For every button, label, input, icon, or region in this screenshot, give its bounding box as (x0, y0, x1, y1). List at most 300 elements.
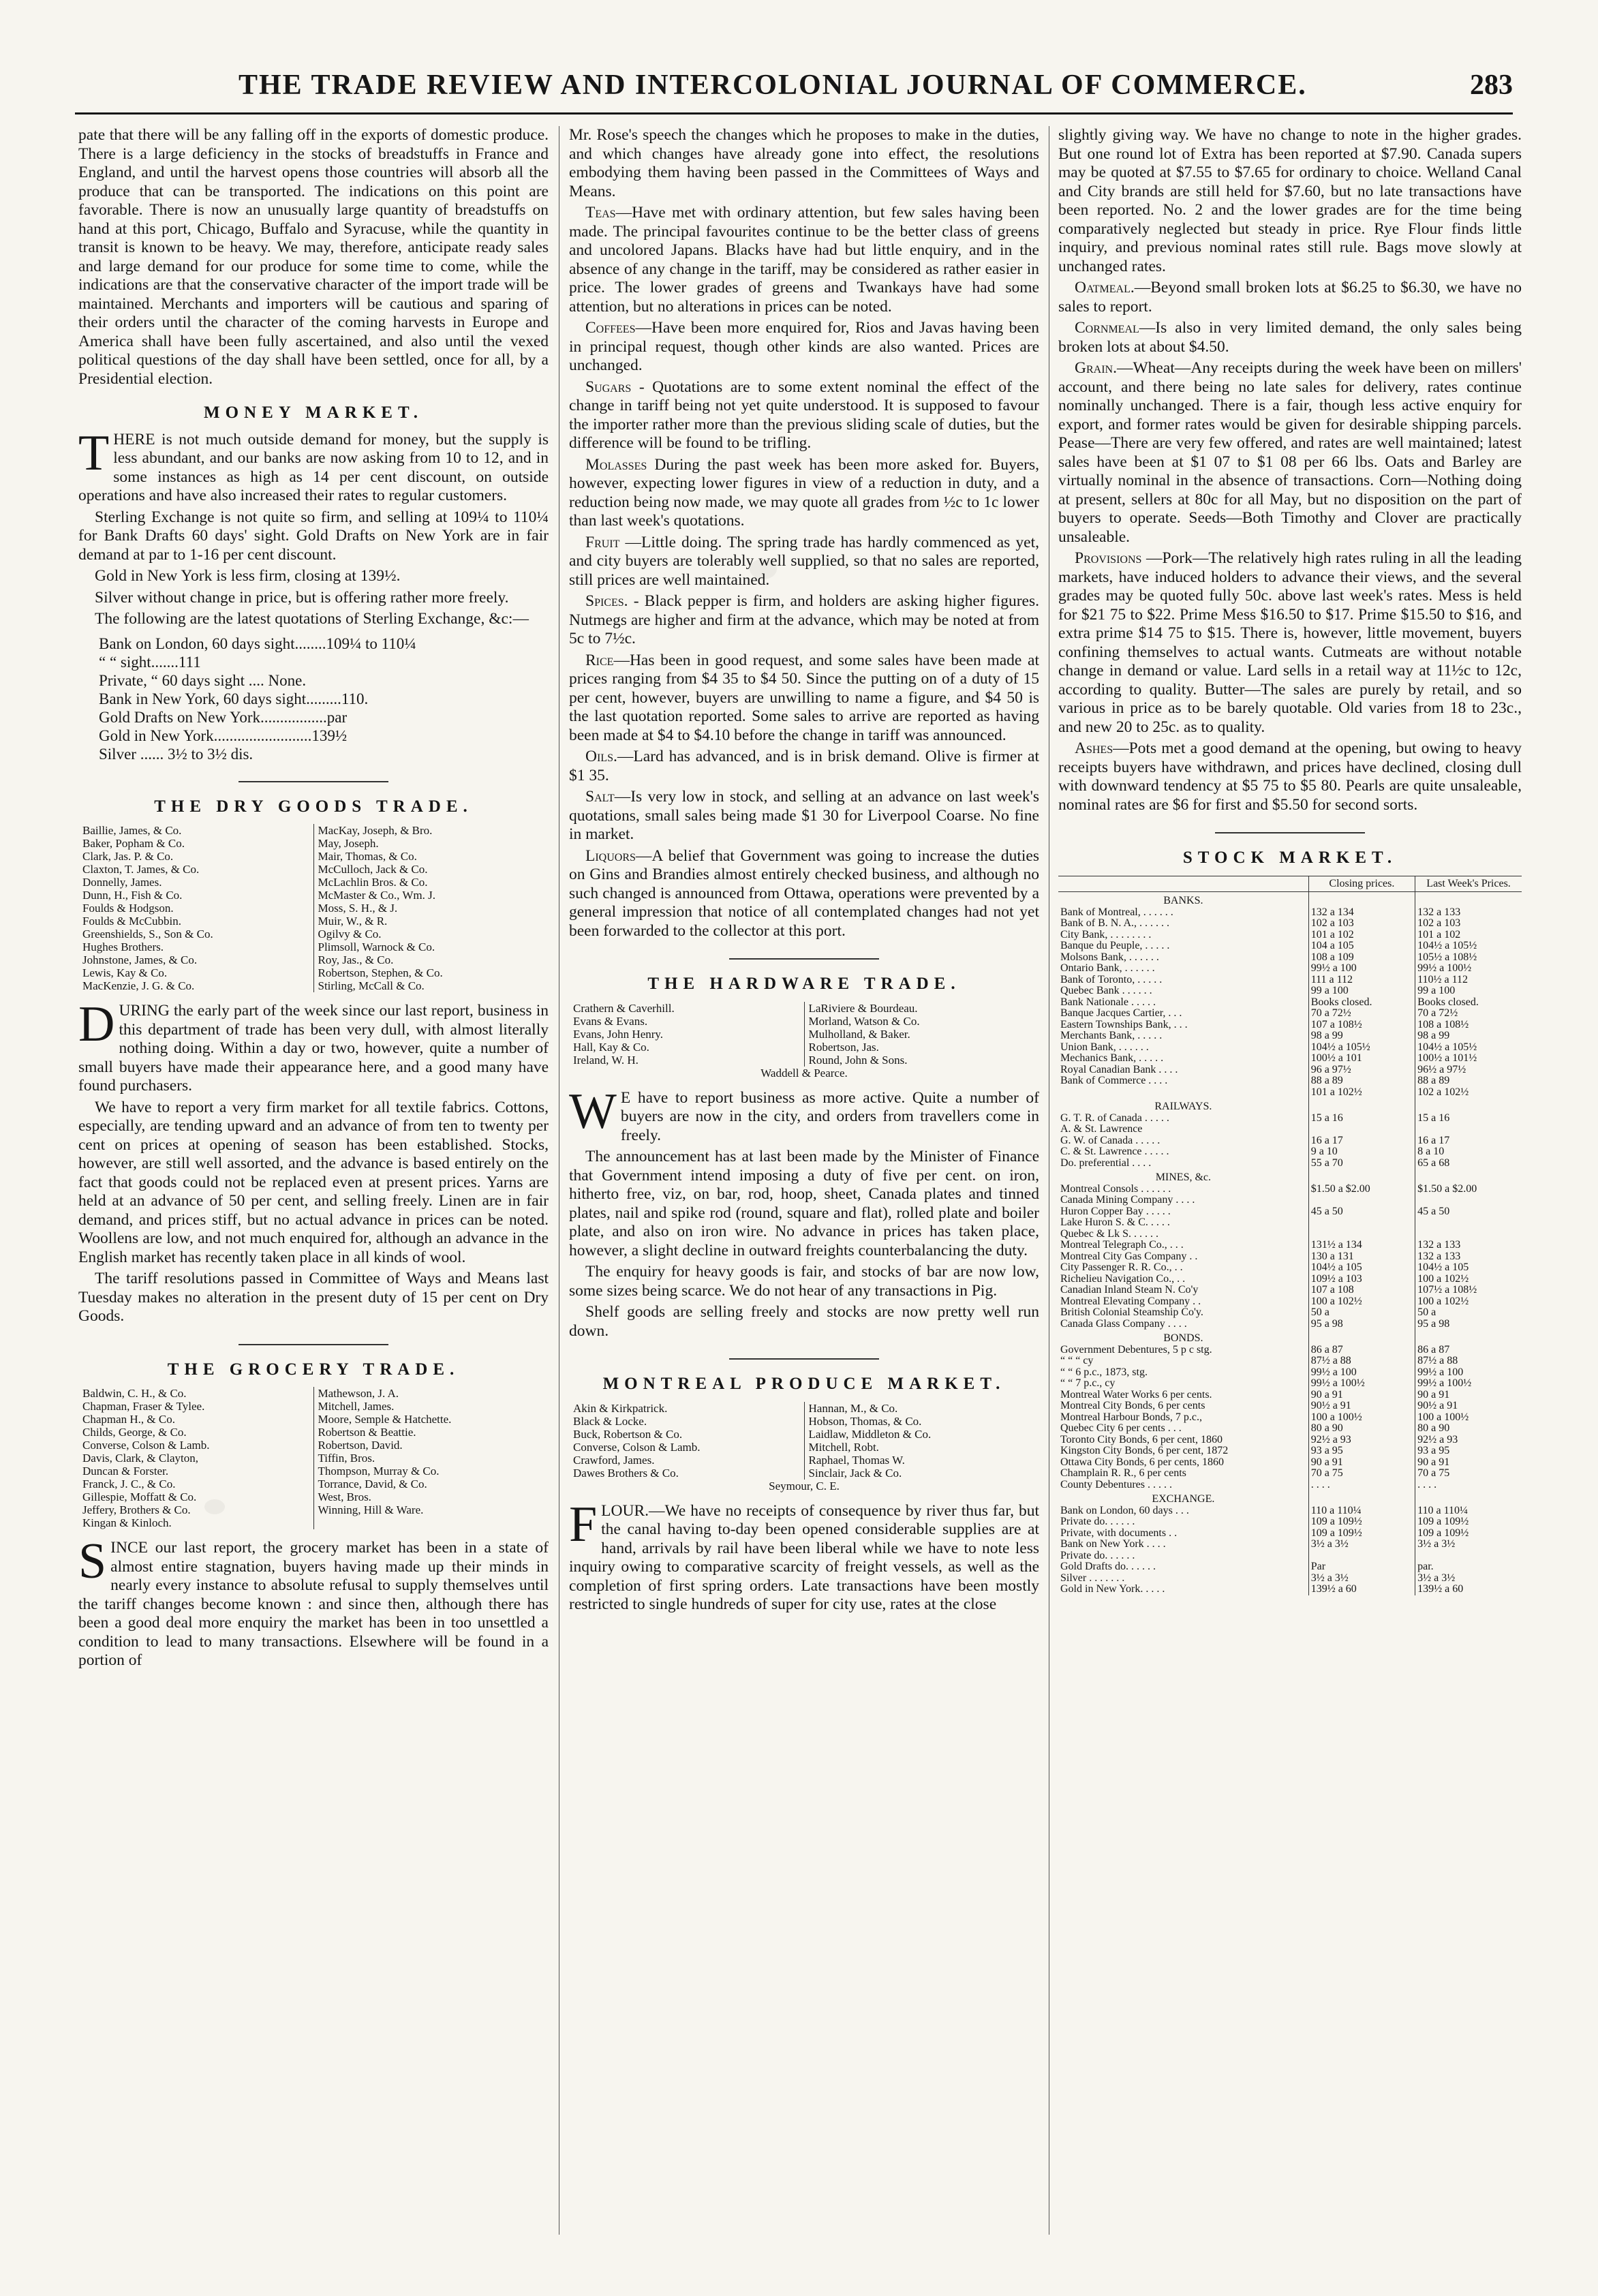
closing-price-cell (1308, 1550, 1415, 1562)
last-week-price-cell (1415, 1550, 1522, 1562)
firm-name: Crawford, James. (573, 1453, 655, 1467)
firm-name: Robertson, Stephen, & Co. (318, 966, 443, 979)
firm-name: McCulloch, Jack & Co. (318, 863, 428, 876)
commodity-paragraph (569, 847, 1039, 941)
last-week-price-cell: 109 a 109½ (1415, 1516, 1522, 1528)
table-row (1058, 952, 1522, 964)
stock-name-cell: Bank of Montreal, . . . . . . (1060, 906, 1173, 918)
closing-price-cell: 98 a 99 (1308, 1030, 1415, 1042)
table-row (1058, 1296, 1522, 1308)
dry-goods-paragraph: DURING the early part of the week since our last report, business in this department of trade has been very dull, with almost literally nothing doing. Within a day or two, however, quite a number of small buyers have made their appearance here, and a good many have found purchasers. (78, 996, 549, 1095)
table-row (1058, 1251, 1522, 1263)
closing-price-cell: 104½ a 105 (1308, 1262, 1415, 1274)
drop-cap: S (78, 1533, 107, 1589)
section-rule (239, 781, 388, 782)
drop-cap: D (78, 996, 115, 1052)
commodity-paragraph (569, 534, 1039, 590)
stock-name-cell: Silver . . . . . . . (1060, 1572, 1125, 1584)
stock-name-cell: Bank of Toronto, . . . . . (1060, 973, 1163, 985)
firm-name: Crathern & Caverhill. (573, 1001, 675, 1015)
table-row (1058, 1480, 1522, 1491)
stock-cell (1415, 1098, 1522, 1113)
commodity-text: —Pork—The relatively high rates ruling in all the leading markets, have induced holders to advance their views, and the several grades may be quoted fully 50c. above last week's rates. Mess is held for $21 75 to $22. Prime Mess $16.50 to $17. Prime $15.50 to $16, and extra prime $14 75 to $15. There is, however, little movement, buyers confining themselves to actual wants. Cutmeats are without notable change in demand or value. Lard sells in a retail way at 11½c to 12c, according to quality. Butter—The sales are purely by retail, and so various in price as to be barely quotable. Old varies from 18 to 23c., and new 20 to 25c. as to quality. (1058, 549, 1522, 736)
last-week-price-cell: 100 a 102½ (1415, 1274, 1522, 1285)
last-week-price-cell: 99½ a 100½ (1415, 963, 1522, 975)
table-row (1058, 1124, 1522, 1135)
table-row (1058, 1378, 1522, 1390)
last-week-price-cell: 109 a 109½ (1415, 1528, 1522, 1540)
closing-price-cell: 99½ a 100 (1308, 1367, 1415, 1379)
stock-cell (1415, 1169, 1522, 1184)
grocery-commodity-list (569, 204, 1039, 940)
hardware-paragraph: The announcement has at last been made by the Minister of Finance that Government intend imposing a duty of five per cent. on iron, hitherto free, viz, on bar, rod, hoop, sheet, Canada plates and tinned plates, nail and spike rod (round, square and flat), rolled plate and boiler plate, and also on iron wire. No advance in prices has taken place, however, a slight decline in outward freights counterbalancing the duty. (569, 1148, 1039, 1259)
stock-name-cell: Montreal Harbour Bonds, 7 p.c., (1060, 1411, 1202, 1423)
commodity-label: Oils (585, 748, 613, 765)
closing-price-cell: 107 a 108½ (1308, 1020, 1415, 1031)
firm-name: Gillespie, Moffatt & Co. (82, 1490, 197, 1503)
stock-name-cell: City Bank, . . . . . . . . (1060, 928, 1152, 940)
last-week-price-cell: 99½ a 100 (1415, 1367, 1522, 1379)
closing-price-cell (1308, 1229, 1415, 1240)
commodity-text: —Have met with ordinary attention, but few sales having been made. The principal favourites continue to be the better class of greens and uncolored Japans. Blacks have had but little enquiry, and in the absence of any change in the tariff, may be considered as rather easier in price. The lower grades of greens and Twankays have had some attention, but no alterations in prices can be noted. (569, 204, 1039, 316)
commodity-paragraph (569, 788, 1039, 844)
last-week-price-cell: 101 a 102 (1415, 930, 1522, 941)
stock-name-cell (1058, 1087, 1308, 1099)
firm-name: Morland, Watson & Co. (808, 1014, 920, 1028)
table-row (1058, 1262, 1522, 1274)
closing-price-cell: $1.50 a $2.00 (1308, 1184, 1415, 1195)
firm-name: McLachlin Bros. & Co. (318, 876, 428, 889)
stock-name-cell: Richelieu Navigation Co., . . (1060, 1272, 1186, 1285)
closing-price-cell: 45 a 50 (1308, 1206, 1415, 1218)
last-week-price-cell: 99½ a 100½ (1415, 1378, 1522, 1390)
stock-cell (1308, 1330, 1415, 1345)
quotation-line: Bank in New York, 60 days sight.........110. (99, 690, 369, 707)
column-2 (569, 126, 1039, 2235)
commodity-paragraph (569, 456, 1039, 531)
firm-name: Franck, J. C., & Co. (82, 1478, 176, 1490)
closing-price-cell: 100½ a 101 (1308, 1053, 1415, 1065)
stock-name-cell: Private, with documents . . (1060, 1527, 1178, 1539)
closing-price-cell: 102 a 103 (1308, 918, 1415, 930)
stock-cell (1308, 1169, 1415, 1184)
table-row (1058, 1319, 1522, 1330)
firm-name: Evans, John Henry. (573, 1027, 664, 1041)
last-week-price-cell: 100½ a 101½ (1415, 1053, 1522, 1065)
table-row (1058, 1229, 1522, 1240)
firm-name: Hall, Kay & Co. (573, 1040, 649, 1054)
last-week-price-cell: 100 a 100½ (1415, 1412, 1522, 1424)
stock-name-cell: Canadian Inland Steam N. Co'y (1060, 1284, 1199, 1296)
closing-price-cell: 87½ a 88 (1308, 1356, 1415, 1367)
commodity-paragraph (1058, 279, 1522, 316)
page-number: 283 (1470, 70, 1513, 101)
closing-price-cell: 131½ a 134 (1308, 1240, 1415, 1251)
last-week-price-cell: 87½ a 88 (1415, 1356, 1522, 1367)
quotation-line: Private, “ 60 days sight .... None. (99, 671, 307, 689)
firm-name: Robertson, Jas. (808, 1040, 879, 1054)
closing-price-cell: 9 a 10 (1308, 1146, 1415, 1158)
hardware-paragraph: W E have to report business as more active. Quite a number of buyers are now in the city, and orders from travellers come in freely. (569, 1083, 1039, 1144)
stock-name-cell: Montreal City Gas Company . . (1060, 1250, 1198, 1262)
commodity-text: —Pots met a good demand at the opening, but owing to heavy receipts buyers have withdrawn, and prices have declined, closing dull with downward tendency at $5 75 to $5 80. Pearls are quite unsaleable, nominal rates are $6 for first and $5.50 for second sorts. (1058, 739, 1522, 814)
grocery-firm-list (78, 1387, 549, 1529)
section-rule (729, 958, 879, 960)
stock-name-cell: Union Bank, . . . . . . (1060, 1041, 1149, 1053)
last-week-price-cell: 104½ a 105 (1415, 1262, 1522, 1274)
commodity-paragraph (569, 319, 1039, 376)
stock-name-cell: Bank Nationale . . . . . (1060, 996, 1156, 1008)
last-week-price-cell: 92½ a 93 (1415, 1435, 1522, 1446)
table-row (1058, 1285, 1522, 1296)
stock-name-cell: Montreal City Bonds, 6 per cents (1060, 1400, 1205, 1411)
dry-goods-firm-list (78, 824, 549, 992)
stock-group-row (1058, 1330, 1522, 1345)
commodity-label: Coffees (585, 319, 636, 337)
last-week-price-cell: 102 a 103 (1415, 918, 1522, 930)
commodity-paragraph (1058, 319, 1522, 356)
commodity-label: Spices (585, 592, 624, 610)
commodity-label: Salt (585, 788, 615, 806)
stock-group-label: BONDS. (1163, 1332, 1203, 1344)
closing-price-cell: 3½ a 3½ (1308, 1573, 1415, 1585)
firm-name: Kingan & Kinloch. (82, 1516, 172, 1529)
commodity-label: Oatmeal (1075, 279, 1131, 296)
commodity-text: - Quotations are to some extent nominal the effect of the change in tariff being not yet quite understood. It is supposed to favour the importer rather more than the previous sliding scale of duties, but the difference will be found to be trifling. (569, 378, 1039, 452)
stock-group-label: MINES, &c. (1155, 1172, 1212, 1183)
firm-name: Donnelly, James. (82, 876, 162, 889)
paper-speck (204, 1499, 225, 1514)
stock-cell (1308, 1490, 1415, 1505)
stock-name-cell: Ontario Bank, . . . . . . (1060, 962, 1155, 974)
commodity-text: . - Black pepper is firm, and holders are asking higher figures. Nutmegs are higher and firm at the advance, which may be noted at from 5c to 7½c. (569, 592, 1039, 647)
closing-price-cell: 132 a 134 (1308, 907, 1415, 919)
firm-name: McMaster & Co., Wm. J. (318, 889, 436, 902)
stock-name-cell: Montreal Consols . . . . . . (1060, 1182, 1171, 1195)
table-row (1058, 1412, 1522, 1424)
closing-price-cell: 90 a 91 (1308, 1390, 1415, 1401)
produce-heading: MONTREAL PRODUCE MARKET. (602, 1375, 1006, 1393)
firm-name: Duncan & Forster. (82, 1465, 169, 1478)
last-week-price-cell: 102 a 102½ (1415, 1087, 1522, 1099)
closing-price-cell: 109 a 109½ (1308, 1528, 1415, 1540)
firm-name: Foulds & Hodgson. (82, 902, 174, 915)
firm-name: Converse, Colson & Lamb. (82, 1439, 210, 1452)
table-row (1058, 1030, 1522, 1042)
stock-name-cell: Bank of Commerce . . . . (1060, 1075, 1168, 1086)
table-row (1058, 1008, 1522, 1020)
stock-name-cell: Do. preferential . . . . (1060, 1157, 1152, 1169)
firm-name: Mulholland, & Baker. (808, 1027, 910, 1041)
section-rule (729, 1358, 879, 1360)
stock-market-heading: STOCK MARKET. (1182, 848, 1398, 867)
closing-price-cell: 55 a 70 (1308, 1158, 1415, 1169)
table-row (1058, 1042, 1522, 1054)
stock-name-cell: Kingston City Bonds, 6 per cent, 1872 (1060, 1445, 1229, 1456)
firm-name: Baldwin, C. H., & Co. (82, 1387, 187, 1400)
closing-price-cell: 110 a 110¼ (1308, 1505, 1415, 1517)
produce-commodity-list (1058, 279, 1522, 814)
firm-column (78, 1387, 313, 1529)
stock-name-cell: Lake Huron S. & C. . . . . (1060, 1216, 1170, 1228)
firm-name: Johnstone, James, & Co. (82, 953, 198, 966)
last-week-price-cell: 132 a 133 (1415, 907, 1522, 919)
table-row (1058, 1345, 1522, 1356)
paper-speck (750, 559, 777, 579)
last-week-price-cell: 80 a 90 (1415, 1423, 1522, 1435)
table-row (1058, 1146, 1522, 1158)
commodity-paragraph (569, 748, 1039, 785)
firm-column (78, 824, 313, 992)
firm-name: Black & Locke. (573, 1414, 647, 1428)
money-market-paragraph: Gold in New York is less firm, closing at 139½. (95, 567, 401, 585)
commodity-label: Cornmeal (1075, 319, 1139, 337)
commodity-text: During the past week has been more asked for. Buyers, however, expecting lower figures in view of a reduction in duty, and a reduction being now made, we may quote all grades from ½c to 1c lower than last week's quotations. (569, 455, 1039, 530)
stock-name-cell: Bank on New York . . . . (1060, 1538, 1166, 1550)
last-week-price-cell: 139½ a 60 (1415, 1584, 1522, 1595)
table-row (1058, 975, 1522, 986)
closing-price-cell: 93 a 95 (1308, 1445, 1415, 1457)
commodity-label: Liquors (585, 846, 636, 865)
money-market-paragraph: THERE is not much outside demand for money, but the supply is less abundant, and our banks are now asking from 10 to 12, and in some instances as high as 14 per cent discount, on outside operations and have also increased their rates to regular customers. (78, 425, 549, 504)
firm-name: Mitchell, James. (318, 1400, 395, 1413)
firm-name: Sinclair, Jack & Co. (808, 1466, 902, 1480)
last-week-price-cell: 110 a 110¼ (1415, 1505, 1522, 1517)
firm-name: Dunn, H., Fish & Co. (82, 889, 183, 902)
stock-group-row (1058, 1490, 1522, 1505)
last-week-price-cell: 95 a 98 (1415, 1319, 1522, 1330)
drop-cap: T (78, 425, 110, 481)
last-week-price-cell: 93 a 95 (1415, 1445, 1522, 1457)
commodity-paragraph (1058, 549, 1522, 737)
firm-column (569, 1002, 804, 1067)
table-row (1058, 1390, 1522, 1401)
quotation-line: Silver ...... 3½ to 3½ dis. (99, 745, 253, 763)
table-row (1058, 1400, 1522, 1412)
closing-price-cell: 80 a 90 (1308, 1423, 1415, 1435)
commodity-paragraph (569, 204, 1039, 316)
firm-name: Tiffin, Bros. (318, 1452, 375, 1465)
table-row (1058, 1195, 1522, 1206)
firm-name: Jeffery, Brothers & Co. (82, 1503, 191, 1516)
stock-name-cell: “ “ “ cy (1060, 1355, 1094, 1366)
last-week-price-cell: 50 a (1415, 1307, 1522, 1319)
last-week-price-cell: 8 a 10 (1415, 1146, 1522, 1158)
stock-group-row (1058, 1098, 1522, 1113)
stock-name-cell: Bank on London, 60 days . . . (1060, 1504, 1189, 1516)
section-rule (1215, 832, 1365, 833)
closing-price-cell: 70 a 72½ (1308, 1008, 1415, 1020)
closing-price-cell: 100 a 100½ (1308, 1412, 1415, 1424)
table-row (1058, 1206, 1522, 1218)
firm-name: Roy, Jas., & Co. (318, 953, 394, 966)
stock-name-cell: County Debentures . . . . . (1060, 1478, 1172, 1490)
firm-name: Dawes Brothers & Co. (573, 1466, 679, 1480)
last-week-price-cell: 132 a 133 (1415, 1240, 1522, 1251)
closing-price-cell: 96 a 97½ (1308, 1065, 1415, 1076)
closing-price-cell: 104½ a 105½ (1308, 1042, 1415, 1054)
firm-name: MacKay, Joseph, & Bro. (318, 824, 433, 837)
firm-name: Claxton, T. James, & Co. (82, 863, 200, 876)
commodity-text: —Is very low in stock, and selling at an advance on last week's quotations, small sales being made $1 30 for Liverpool Coarse. No fine in market. (569, 788, 1039, 843)
last-week-price-cell: 110½ a 112 (1415, 975, 1522, 986)
last-week-price-cell (1415, 1124, 1522, 1135)
commodity-label: Grain (1075, 359, 1113, 377)
commodity-text: —A belief that Government was going to increase the duties on Gins and Brandies almost entirely checked business, and although no such changed is announced from Ottawa, operations were prevented by a general impression that notice of all contemplated changes had not yet been forwarded to the collector at this port. (569, 846, 1039, 940)
last-week-price-cell: $1.50 a $2.00 (1415, 1184, 1522, 1195)
stock-name-cell: A. & St. Lawrence (1060, 1123, 1143, 1135)
last-week-price-cell: 132 a 133 (1415, 1251, 1522, 1263)
firm-name: Evans & Evans. (573, 1014, 648, 1028)
drop-cap: W (569, 1083, 617, 1139)
last-week-price-cell: 90½ a 91 (1415, 1400, 1522, 1412)
closing-price-cell: 111 a 112 (1308, 975, 1415, 986)
firm-name: MacKenzie, J. G. & Co. (82, 979, 195, 992)
closing-price-cell: Par (1308, 1561, 1415, 1573)
stock-name-cell: City Passenger R. R. Co., . . (1060, 1261, 1183, 1273)
closing-price-cell: 92½ a 93 (1308, 1435, 1415, 1446)
stock-group-row (1058, 892, 1522, 907)
dry-goods-paragraph: The tariff resolutions passed in Committee of Ways and Means last Tuesday makes no alteration in the present duty of 15 per cent on Dry Goods. (78, 1270, 549, 1325)
stock-name-cell: G. W. of Canada . . . . . (1060, 1134, 1161, 1146)
last-week-price-cell: 90 a 91 (1415, 1390, 1522, 1401)
table-row (1058, 1561, 1522, 1573)
firm-name: Ogilvy & Co. (318, 928, 382, 940)
firm-name: Ireland, W. H. (573, 1053, 639, 1067)
closing-price-cell: 88 a 89 (1308, 1075, 1415, 1087)
table-header-row (1058, 876, 1522, 892)
commodity-label: Ashes (1075, 739, 1113, 757)
firm-name: Winning, Hill & Ware. (318, 1503, 424, 1516)
table-row (1058, 1468, 1522, 1480)
stock-name-cell: Private do. . . . . . (1060, 1549, 1135, 1561)
commodity-label: Teas (585, 204, 616, 221)
closing-price-cell: 130 a 131 (1308, 1251, 1415, 1263)
commodity-text: —Has been in good request, and some sales have been made at prices ranging from $4 35 to $4 50. Since the putting on of a duty of 15 per cent, however, buyers are unwilling to name a figure, and $4 50 is the last quotation reported. Some sales to arrive are reported as having been made at $4 to $4.10 before the change in tariff was announced. (569, 651, 1039, 744)
last-week-price-cell: par. (1415, 1561, 1522, 1573)
table-row (1058, 1505, 1522, 1517)
last-week-price-cell: 70 a 75 (1415, 1468, 1522, 1480)
closing-price-cell: Books closed. (1308, 997, 1415, 1009)
table-row (1058, 1435, 1522, 1446)
commodity-label: Provisions (1075, 549, 1142, 567)
firm-name: Clark, Jas. P. & Co. (82, 850, 174, 863)
last-week-price-cell: . . . . (1415, 1480, 1522, 1491)
dry-goods-heading: THE DRY GOODS TRADE. (154, 797, 473, 816)
last-week-price-cell: 98 a 99 (1415, 1030, 1522, 1042)
firm-name: Seymour, C. E. (769, 1479, 840, 1493)
commodity-text: —Is also in very limited demand, the only sales being broken lots at about $4.50. (1058, 319, 1522, 356)
stock-name-cell: Huron Copper Bay . . . . . (1060, 1205, 1171, 1217)
stock-group-label: EXCHANGE. (1152, 1493, 1215, 1505)
quotation-line: Bank on London, 60 days sight........109¼ to 110¼ (99, 634, 416, 652)
closing-price-cell: 16 a 17 (1308, 1135, 1415, 1147)
stock-group-label: RAILWAYS. (1154, 1101, 1212, 1112)
stock-cell (1308, 892, 1415, 907)
stock-name-cell: Mechanics Bank, . . . . . (1060, 1052, 1164, 1064)
firm-name: Hobson, Thomas, & Co. (808, 1414, 922, 1428)
grocery-paragraph: SINCE our last report, the grocery market has been in a state of almost entire stagnation, buyers having made up their minds in nearly every instance to absolute refusal to supply themselves until the tariff changes become known : and since then, although there has been a good deal more enquiry the market has been in too unsettled a condition to lead to many transactions. Elsewhere will be found in a portion of (78, 1533, 549, 1669)
stock-name-cell: Montreal Elevating Company . . (1060, 1295, 1201, 1307)
stock-name-cell: Banque Jacques Cartier, . . . (1060, 1007, 1182, 1019)
stock-cell (1415, 1330, 1522, 1345)
closing-price-cell: 99½ a 100½ (1308, 1378, 1415, 1390)
table-row (1058, 1087, 1522, 1099)
firm-column (313, 1387, 549, 1529)
commodity-text: —Have been more enquired for, Rios and Javas having been in principal request, though other kinds are also wanted. Prices are unchanged. (569, 319, 1039, 374)
stock-name-cell: Gold Drafts do. . . . . . (1060, 1561, 1156, 1572)
produce-firm-list (569, 1402, 1039, 1493)
commodity-paragraph (1058, 359, 1522, 547)
last-week-price-cell: Books closed. (1415, 997, 1522, 1009)
commodity-text: .—Beyond small broken lots at $6.25 to $6.30, we have no sales to report. (1058, 279, 1522, 316)
hardware-paragraph: The enquiry for heavy goods is fair, and stocks of bar are now low, some sizes being scarce. We do not hear of any transactions in Pig. (569, 1263, 1039, 1300)
closing-price-cell: 101 a 102½ (1308, 1087, 1415, 1099)
firm-column (804, 1402, 1040, 1480)
firm-name: May, Joseph. (318, 837, 379, 850)
firm-name: Baillie, James, & Co. (82, 824, 182, 837)
closing-price-cell: 86 a 87 (1308, 1345, 1415, 1356)
stock-table-body (1058, 892, 1522, 1595)
last-week-price-cell: 86 a 87 (1415, 1345, 1522, 1356)
table-row (1058, 1584, 1522, 1595)
firm-name: Converse, Colson & Lamb. (573, 1440, 701, 1454)
money-market-paragraph: Silver without change in price, but is offering rather more freely. (95, 588, 509, 607)
stock-name-cell: Molsons Bank, . . . . . . (1060, 951, 1159, 963)
closing-price-cell: 100 a 102½ (1308, 1296, 1415, 1308)
stock-name-cell: Montreal Telegraph Co., . . . (1060, 1239, 1184, 1251)
money-market-paragraph: Sterling Exchange is not quite so firm, and selling at 109¼ to 110¼ for Bank Drafts 60 days' sight. Gold Drafts on New York are in fair demand at par to 1-16 per cent discount. (78, 508, 549, 564)
firm-name: Torrance, David, & Co. (318, 1478, 427, 1490)
last-week-price-cell: 70 a 72½ (1415, 1008, 1522, 1020)
last-week-price-cell: 104½ a 105½ (1415, 940, 1522, 952)
firm-name: Moss, S. H., & J. (318, 902, 398, 915)
table-row (1058, 1423, 1522, 1435)
closing-price-cell: 109½ a 103 (1308, 1274, 1415, 1285)
table-row (1058, 918, 1522, 930)
table-row (1058, 1307, 1522, 1319)
stock-name-cell: “ “ 7 p.c., cy (1060, 1377, 1116, 1389)
table-row (1058, 930, 1522, 941)
firm-name: Chapman, Fraser & Tylee. (82, 1400, 205, 1413)
last-week-price-cell: 96½ a 97½ (1415, 1065, 1522, 1076)
table-row (1058, 1539, 1522, 1550)
article-continuation: pate that there will be any falling off in the exports of domestic produce. There is a large deficiency in the stocks of breadstuffs in France and England, and until the harvest opens those countries will absorb all the produce that can be transported. The indications on this point are favorable. There is now an unusually large quantity of breadstuffs on hand at this port, Chicago, Buffalo and Syracuse, while the quantity in transit is known to be heavy. We may, therefore, anticipate ready sales and large demand for our produce for some time to come, while the indications are that the conservative character of the import trade will be maintained. Merchants and importers will be cautious and sparing of their orders until the character of the coming harvests in Europe and America shall have been fully ascertained, and also until the vexed political questions of the day shall have been settled, once for all, by a Presidential election. (78, 126, 549, 388)
closing-price-cell: 50 a (1308, 1307, 1415, 1319)
closing-price-cell: 70 a 75 (1308, 1468, 1415, 1480)
last-week-price-cell: 3½ a 3½ (1415, 1573, 1522, 1585)
stock-name-cell: Gold in New York. . . . . (1060, 1583, 1165, 1595)
firm-name: Hannan, M., & Co. (808, 1401, 898, 1415)
firm-name: Waddell & Pearce. (760, 1066, 848, 1080)
stock-name-cell: Merchants Bank, . . . . . (1060, 1030, 1163, 1041)
closing-price-cell: 109 a 109½ (1308, 1516, 1415, 1528)
column-1 (78, 126, 549, 2235)
last-week-price-cell (1415, 1195, 1522, 1206)
stock-group-label: BANKS. (1163, 895, 1203, 906)
table-row (1058, 1075, 1522, 1087)
closing-price-cell: 15 a 16 (1308, 1113, 1415, 1124)
firm-name: Chapman H., & Co. (82, 1413, 175, 1426)
stock-name-cell: Toronto City Bonds, 6 per cent, 1860 (1060, 1433, 1223, 1445)
dry-goods-paragraph: We have to report a very firm market for all textile fabrics. Cottons, especially, are tending upward and an advance of from ten to twenty per cent on prices at opening of season has been established. Stocks, however, are still well assorted, and the advance is based entirely on the fact that goods could not be replaced even at present prices. Yarns are held at an advance of 50 per cent, and selling freely. Linen are in fair demand, and prices stiff, but no actual advance in prices can be noted. Woollens are low, and not much enquired for, although an advance in the English market has recently taken place in all kinds of wool. (78, 1098, 549, 1266)
closing-price-cell: 108 a 109 (1308, 952, 1415, 964)
produce-paragraph: FLOUR.—We have no receipts of consequence by river thus far, but the canal having to-day been opened considerable supplies are at hand, arrivals by rail have been liberal while we have to note less inquiry owing to comparative scarcity of freight vessels, as well as the completion of first spring orders. Late transactions have been mostly restricted to single hundreds of super for city use, rates at the close (569, 1496, 1039, 1613)
firm-name: Davis, Clark, & Clayton, (82, 1452, 198, 1465)
journal-title: THE TRADE REVIEW AND INTERCOLONIAL JOURNAL OF COMMERCE. (239, 70, 1307, 101)
stock-name-cell: Champlain R. R., 6 per cents (1060, 1467, 1186, 1479)
closing-price-cell: 104 a 105 (1308, 940, 1415, 952)
